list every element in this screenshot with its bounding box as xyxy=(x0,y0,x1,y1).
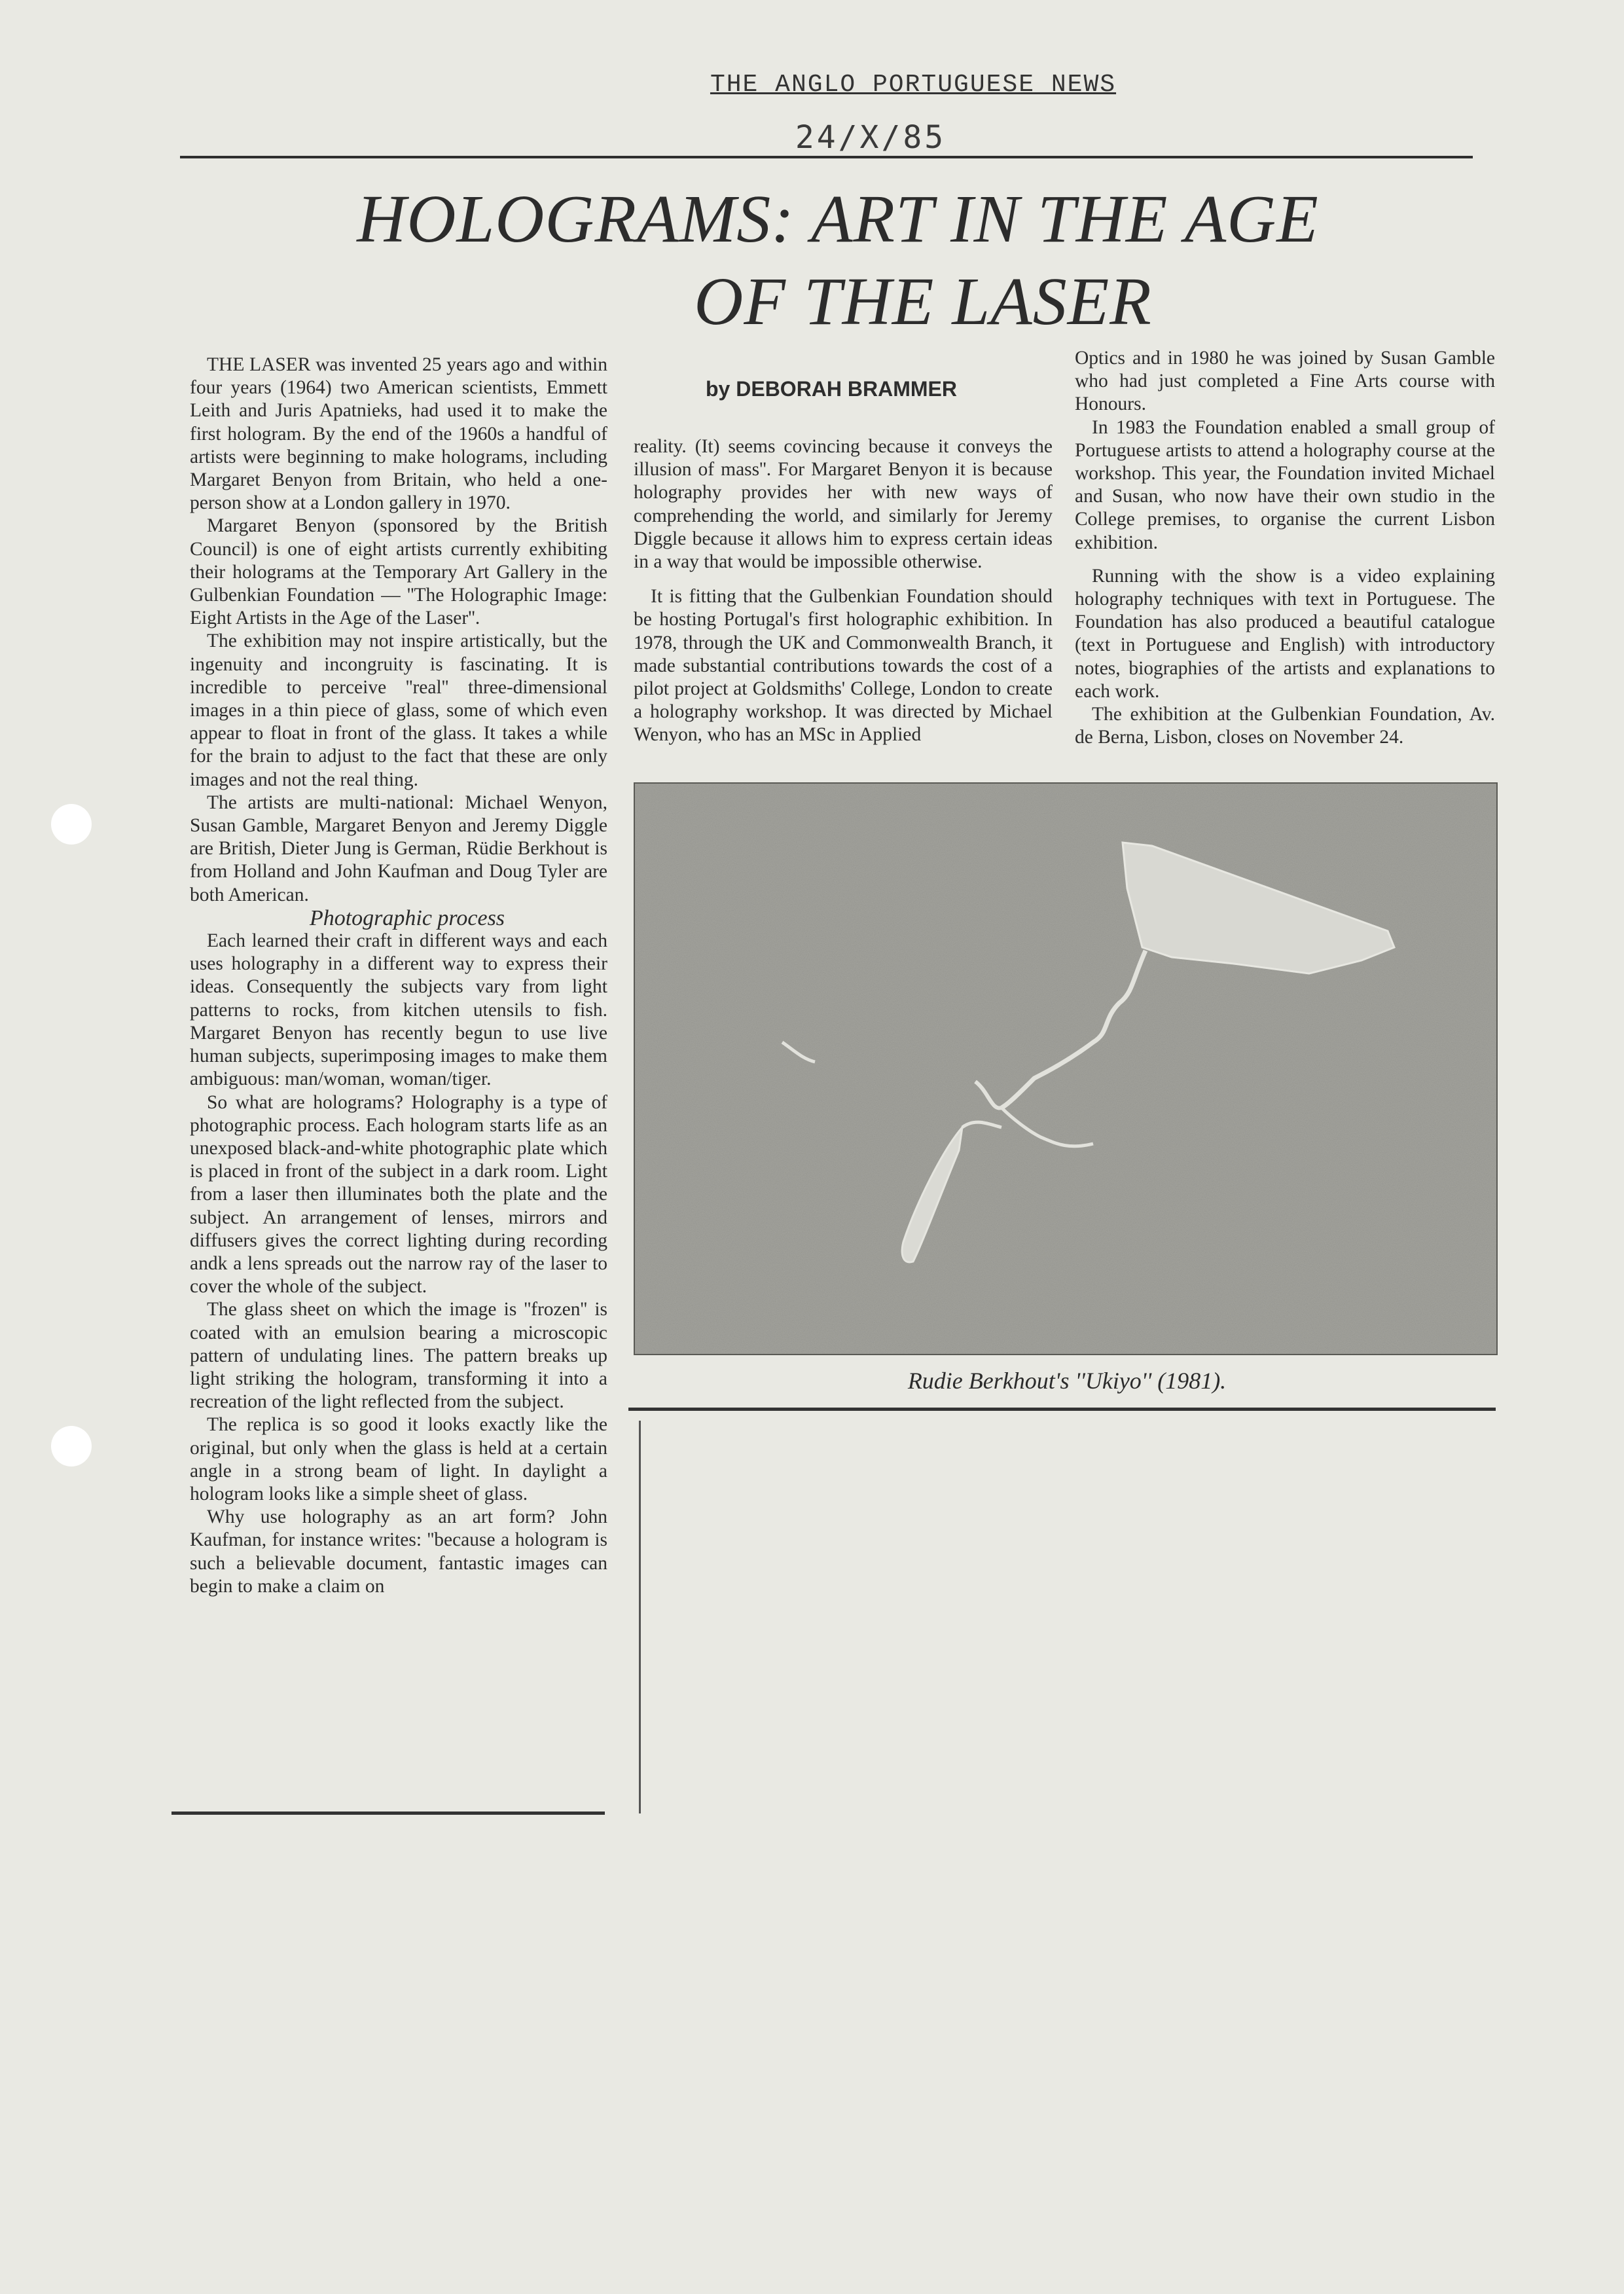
paragraph: The glass sheet on which the image is ''frozen'' is coated with an emulsion bearing a microscopic pattern of undulating lines. The pattern breaks up light striking the hologram, transforming it into a recreation of the light reflected from the subject. xyxy=(190,1299,607,1413)
paragraph: Each learned their craft in different ways and each uses holography in a different way to express their ideas. Consequently the subjects vary from light patterns to rocks, from kitchen utensils to fish. Margaret Benyon has recently begun to use live human subjects, superimposing images to make them ambiguous: man/woman, woman/tiger. xyxy=(190,930,607,1090)
article-column-2 xyxy=(634,435,1053,747)
paragraph: The exhibition may not inspire artistically, but the ingenuity and incongruity is fascinating. It is incredible to perceive ''real'' three-dimensional images in a thin piece of glass, some of which even appear to float in front of the glass. It takes a while for the brain to adjust to the fact that these are only images and not the real thing. xyxy=(190,630,607,790)
headline-line-1: HOLOGRAMS: ART IN THE AGE xyxy=(357,181,1319,257)
paragraph: Running with the show is a video explaining holography techniques with text in Portuguese. The Foundation has also produced a beautiful catalogue (text in Portuguese and English) with introductory notes, biographies of the artists and explanations to each work. xyxy=(1075,565,1495,702)
punch-hole xyxy=(51,1426,92,1466)
paragraph: It is fitting that the Gulbenkian Foundation should be hosting Portugal's first holographic exhibition. In 1978, through the UK and Commonwealth Branch, it made substantial contributions towards the cost of a pilot project at Goldsmiths' College, London to create a holography workshop. It was directed by Michael Wenyon, who has an MSc in Applied xyxy=(634,586,1053,746)
top-rule xyxy=(180,156,1473,158)
paragraph: In 1983 the Foundation enabled a small group of Portuguese artists to attend a holography course at the workshop. This year, the Foundation invited Michael and Susan, who now have their own studio in the College premises, to organise the current Lisbon exhibition. xyxy=(1075,416,1495,553)
paragraph: The exhibition at the Gulbenkian Foundation, Av. de Berna, Lisbon, closes on November 24. xyxy=(1075,704,1495,748)
headline xyxy=(196,178,1479,343)
punch-hole xyxy=(51,804,92,845)
paragraph: Why use holography as an art form? John Kaufman, for instance writes: ''because a hologram is such a believable document, fantastic images can begin to make a claim on xyxy=(190,1506,607,1597)
article-column-3 xyxy=(1075,347,1495,749)
paragraph: THE LASER was invented 25 years ago and within four years (1964) two American scientists, Emmett Leith and Juris Apatnieks, had used it to make the first hologram. By the end of the 1960s a handful of artists were beginning to make holograms, including Margaret Benyon from Britain, who held a one-person show at a London gallery in 1970. xyxy=(190,354,607,514)
photo-caption: Rudie Berkhout's ''Ukiyo'' (1981). xyxy=(907,1368,1227,1394)
article-column-1 xyxy=(190,354,607,1598)
paragraph: reality. (It) seems covincing because it conveys the illusion of mass''. For Margaret Benyon it is because holography provides her with new ways of comprehending the world, and similarly for Jeremy Diggle because it allows him to express certain ideas in a way that would be impossible otherwise. xyxy=(634,436,1053,573)
subheading: Photographic process xyxy=(309,905,505,930)
headline-line-2: OF THE LASER xyxy=(694,264,1152,339)
handwritten-date: 24/X/85 xyxy=(795,119,947,156)
paragraph: The artists are multi-national: Michael Wenyon, Susan Gamble, Margaret Benyon and Jeremy Diggle are British, Dieter Jung is German, Rüdie Berkhout is from Holland and John Kaufman and Doug Tyler are both American. xyxy=(190,792,607,905)
masthead: THE ANGLO PORTUGUESE NEWS xyxy=(710,71,1117,99)
paragraph: The replica is so good it looks exactly like the original, but only when the glass is held at a certain angle in a strong beam of light. In daylight a hologram looks like a simple sheet of glass. xyxy=(190,1414,607,1504)
bottom-rule xyxy=(171,1812,605,1815)
ukiyo-hologram-image xyxy=(635,784,1496,1354)
hologram-photograph xyxy=(634,782,1498,1355)
caption-rule xyxy=(628,1408,1496,1411)
byline: by DEBORAH BRAMMER xyxy=(706,377,957,401)
paragraph: So what are holograms? Holography is a type of photographic process. Each hologram starts life as an unexposed black-and-white photographic plate which is placed in front of the subject in a dark room. Light from a laser then illuminates both the plate and the subject. An arrangement of lenses, mirrors and diffusers gives the correct lighting during recording andk a lens spreads out the narrow ray of the laser to cover the whole of the subject. xyxy=(190,1091,607,1298)
paragraph: Margaret Benyon (sponsored by the British Council) is one of eight artists currently exhibiting their holograms at the Temporary Art Gallery in the Gulbenkian Foundation — ''The Holographic Image: Eight Artists in the Age of the Laser''. xyxy=(190,515,607,629)
paragraph: Optics and in 1980 he was joined by Susan Gamble who had just completed a Fine Arts course with Honours. xyxy=(1075,348,1495,415)
column-divider-left xyxy=(639,1421,641,1813)
